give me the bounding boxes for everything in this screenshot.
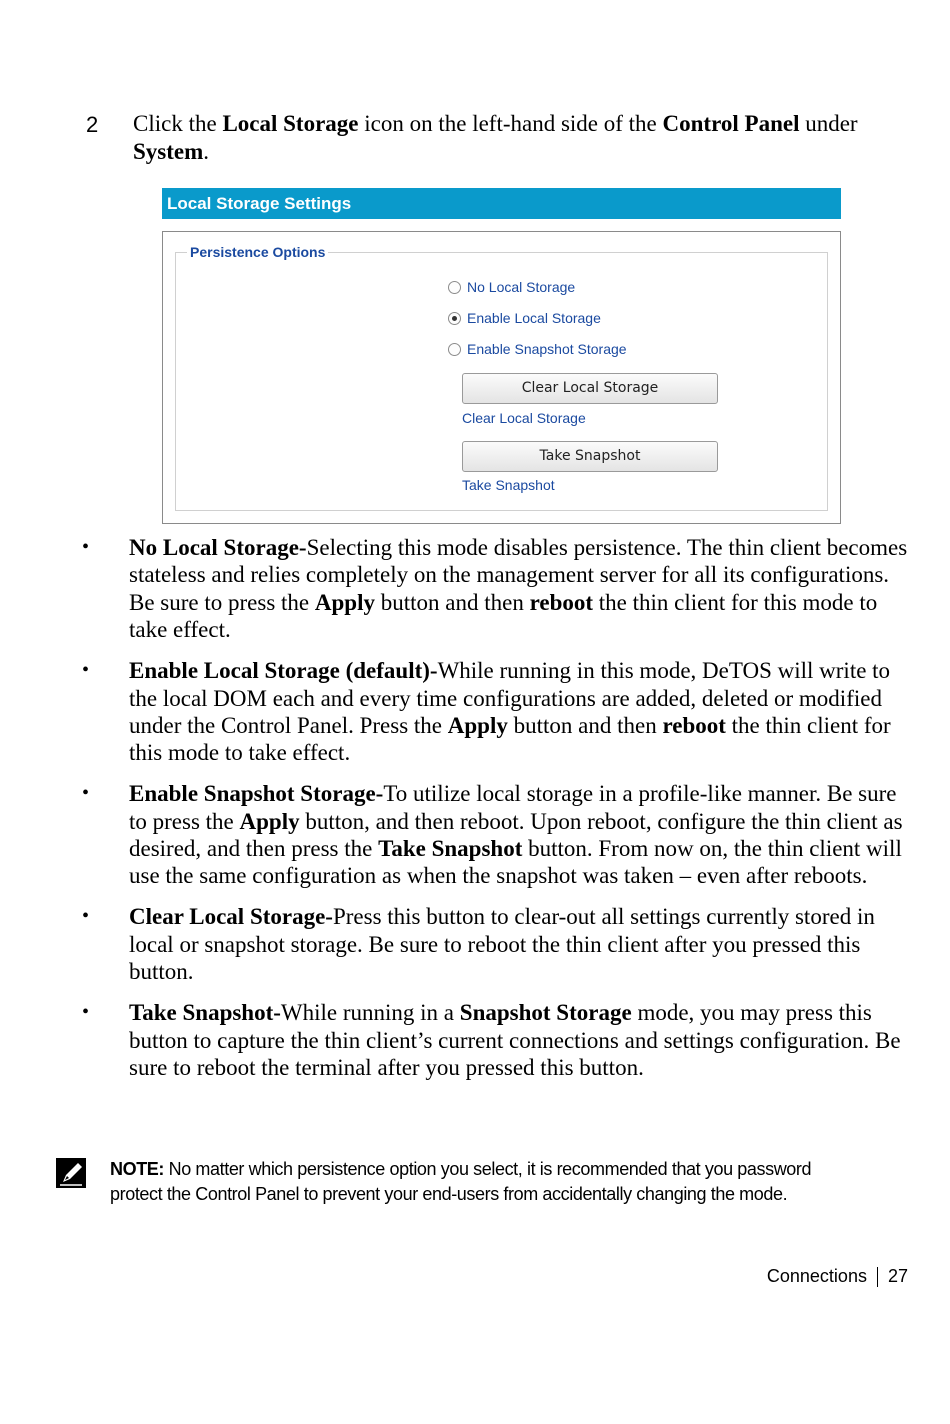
bold-text: Local Storage — [222, 111, 359, 136]
page-footer — [767, 1266, 908, 1287]
radio-label: Enable Snapshot Storage — [467, 341, 627, 357]
bold-text: System — [133, 139, 204, 164]
note-body: No matter which persistence option you select, it is recommended that you password protect the Control Panel to prevent your end-users from accidentally changing the mode. — [110, 1159, 812, 1204]
panel-title: Local Storage Settings — [162, 188, 841, 219]
text-run: Click the — [133, 111, 223, 136]
step-instruction — [133, 110, 913, 166]
footer-section: Connections — [766, 1266, 867, 1286]
text-run: mode, you may press this button to capture the thin client’s current connections and settings configuration. Be sure to reboot the terminal after you pressed this button. — [129, 1000, 901, 1080]
bold-text: Snapshot Storage — [459, 1000, 632, 1026]
bullet-take-snapshot — [82, 999, 918, 1081]
radio-no-local-storage[interactable] — [448, 279, 575, 295]
text-run: To utilize local storage in a profile-like manner. Be sure to press the — [129, 781, 897, 834]
text-run: the thin client for this mode to take effect. — [129, 589, 878, 643]
radio-icon[interactable] — [448, 343, 461, 356]
bold-text: Apply — [239, 808, 300, 834]
radio-checked-icon[interactable] — [448, 312, 461, 325]
bold-text: Apply — [447, 712, 508, 738]
text-run: button and then — [507, 712, 663, 738]
note-label: NOTE: — [110, 1159, 164, 1179]
page-number: 27 — [887, 1266, 908, 1286]
radio-label: Enable Local Storage — [467, 310, 601, 326]
text-run: the thin client for this mode to take effect. — [129, 712, 891, 766]
radio-enable-snapshot-storage[interactable] — [448, 341, 627, 357]
bold-text: Enable Snapshot Storage- — [129, 781, 384, 807]
bullet-dot-icon: • — [82, 905, 90, 928]
bullet-clear-local-storage — [82, 903, 918, 985]
radio-label: No Local Storage — [467, 279, 576, 295]
text-run: Press this button to clear-out all settings currently stored in local or snapshot storage. Be sure to reboot the thin client after you pressed this button. — [129, 904, 875, 985]
note-pencil-icon — [56, 1158, 86, 1188]
text-run: . — [203, 139, 210, 164]
bold-text: reboot — [529, 589, 594, 615]
bullet-enable-snapshot-storage — [82, 780, 918, 890]
text-run: While running in a — [280, 1000, 460, 1026]
bold-text: No Local Storage- — [129, 535, 307, 560]
bold-text: Take Snapshot- — [129, 1000, 281, 1026]
bold-text: Clear Local Storage- — [129, 904, 333, 930]
footer-divider — [877, 1267, 878, 1287]
text-run: button, and then reboot. Upon reboot, configure the thin client as desired, and then press the — [129, 808, 903, 862]
take-snapshot-caption: Take Snapshot — [462, 477, 555, 493]
clear-local-storage-button[interactable]: Clear Local Storage — [462, 373, 718, 404]
bullet-dot-icon: • — [82, 782, 90, 805]
bold-text: Control Panel — [662, 111, 800, 136]
step-number: 2 — [86, 112, 99, 137]
bullet-dot-icon: • — [82, 659, 90, 682]
bold-text: Enable Local Storage (default)- — [129, 658, 438, 684]
bullet-dot-icon: • — [82, 1001, 90, 1024]
clear-local-storage-caption: Clear Local Storage — [462, 410, 586, 426]
radio-enable-local-storage[interactable] — [448, 310, 601, 326]
bullet-dot-icon: • — [82, 536, 90, 558]
text-run: Selecting this mode disables persistence. The thin client becomes stateless and relies completely on the management server for all its configurations. Be sure to press the — [129, 535, 908, 615]
bullet-enable-local-storage — [82, 657, 918, 767]
text-run: While running in this mode, DeTOS will write to the local DOM each and every time configurations are added, deleted or modified under the Control Panel. Press the — [129, 658, 891, 738]
text-run: icon on the left-hand side of the — [358, 111, 663, 136]
persistence-options-legend: Persistence Options — [187, 244, 328, 260]
note — [110, 1157, 850, 1207]
text-run: button and then — [374, 589, 530, 615]
text-run: under — [799, 111, 858, 136]
radio-icon[interactable] — [448, 281, 461, 294]
bold-text: Apply — [314, 589, 375, 615]
take-snapshot-button[interactable]: Take Snapshot — [462, 441, 718, 472]
bold-text: Take Snapshot — [378, 836, 523, 862]
text-run: button. From now on, the thin client will use the same configuration as when the snapshot was taken – even after reboots. — [129, 836, 902, 889]
bold-text: reboot — [662, 712, 726, 738]
bullet-no-local-storage — [82, 534, 918, 644]
local-storage-settings-panel — [162, 231, 841, 524]
bullet-list — [82, 534, 918, 1095]
